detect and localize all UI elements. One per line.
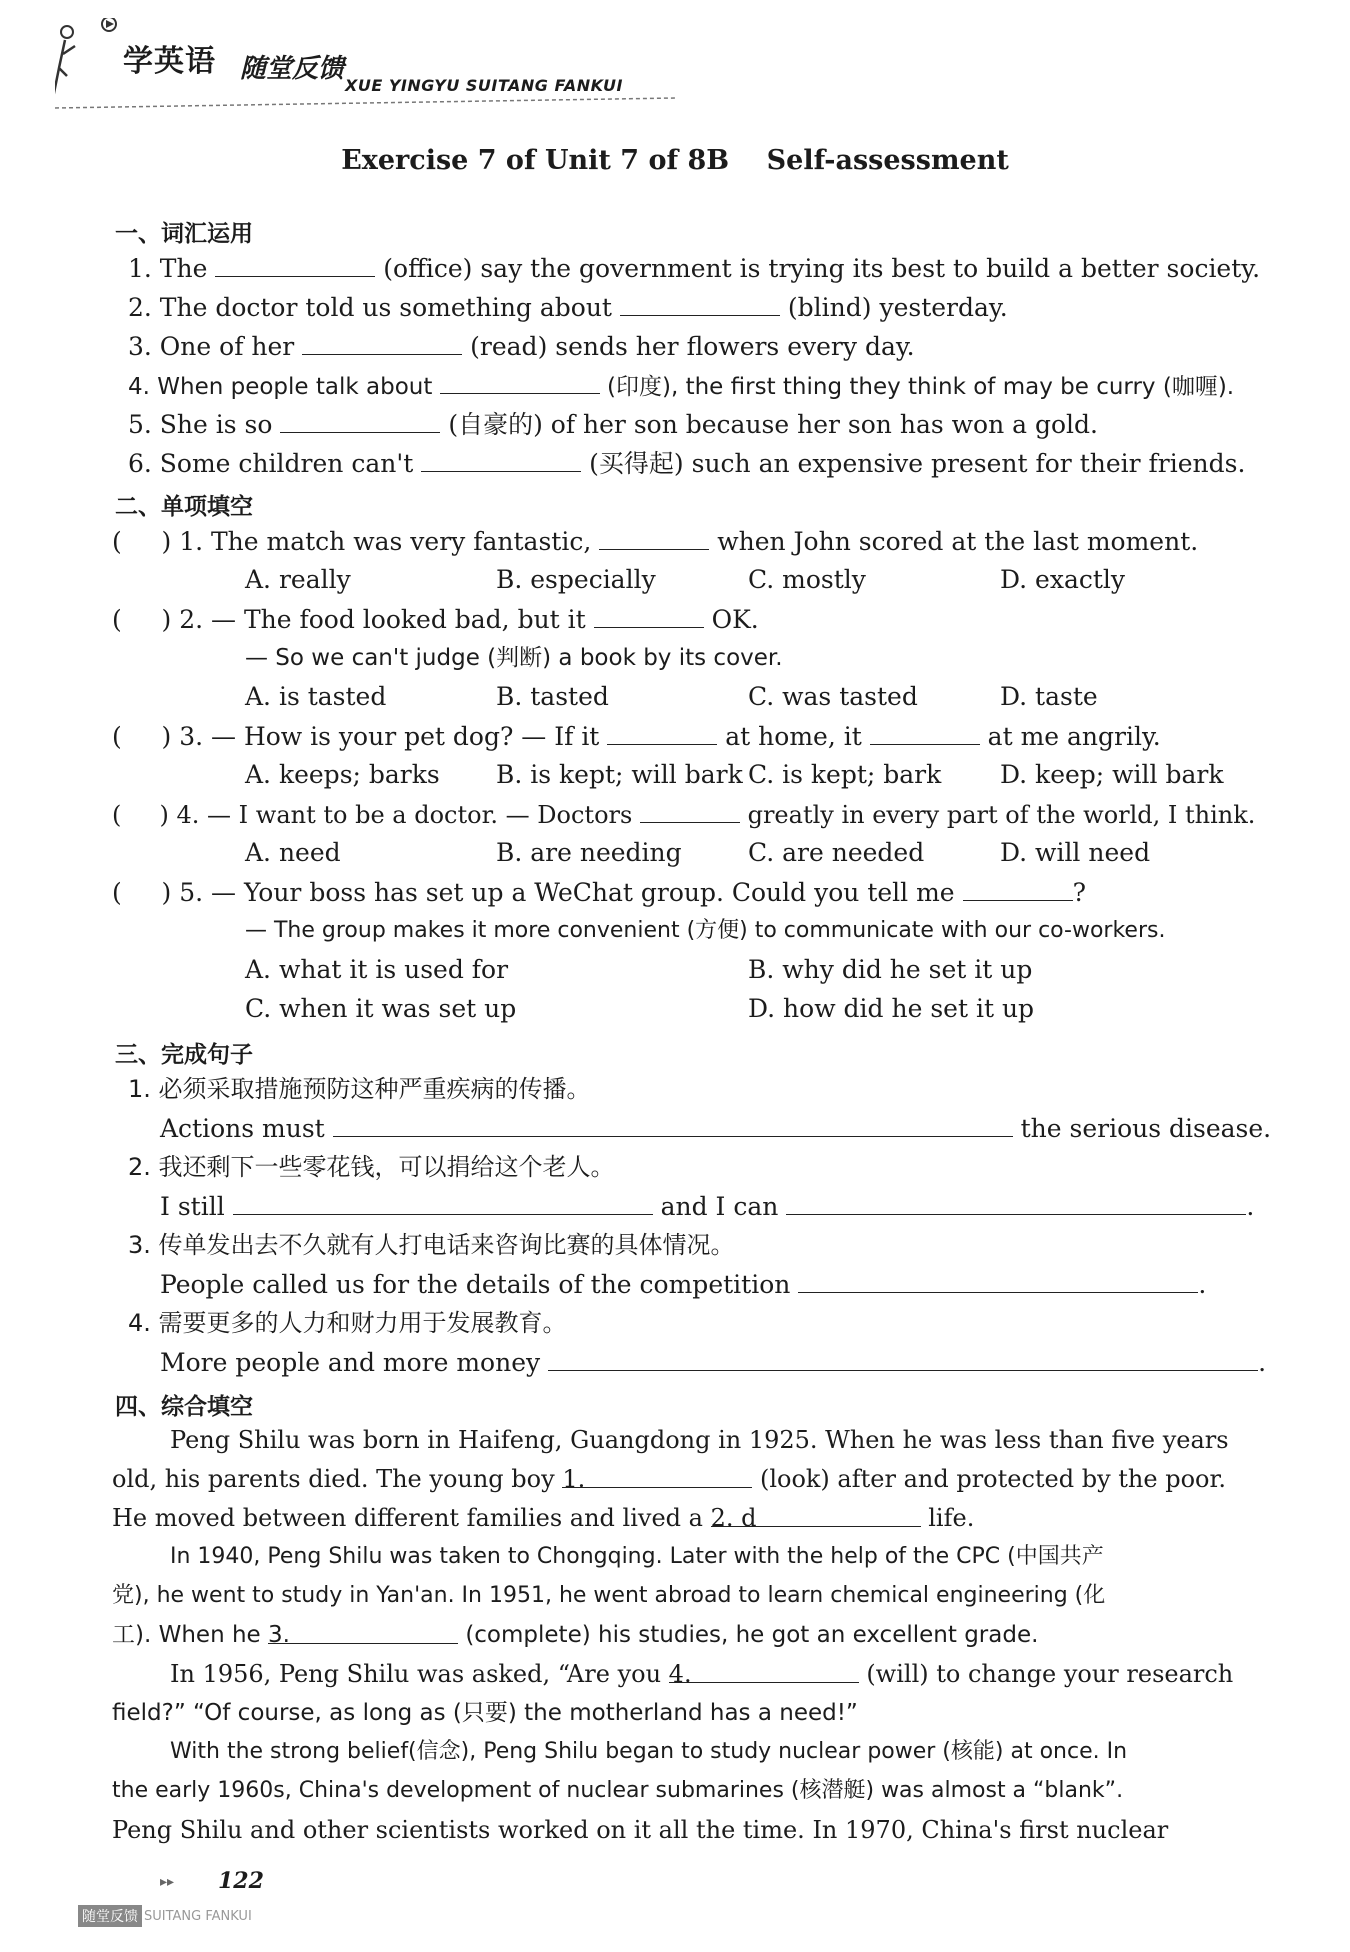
- header-logo: [55, 18, 675, 113]
- vocabulary-list: [128, 252, 1268, 492]
- passage-line: field?” “Of course, as long as (只要) the motherland has a need!”: [112, 1700, 858, 1726]
- footer-tab-cn: 随堂反馈: [78, 1905, 142, 1927]
- answer-blank-3[interactable]: 3.: [268, 1619, 458, 1644]
- mc-q4-option-b[interactable]: B. are needing: [496, 838, 682, 867]
- vocab-item-3: 3. One of her (read) sends her flowers every day.: [128, 332, 915, 361]
- answer-paren[interactable]: ( ): [112, 878, 172, 907]
- mc-q5-option-c[interactable]: C. when it was set up: [245, 994, 517, 1023]
- answer-blank[interactable]: [280, 408, 440, 433]
- answer-blank[interactable]: [620, 291, 780, 316]
- answer-paren[interactable]: ( ): [112, 722, 172, 751]
- passage-line: 工). When he 3. (complete) his studies, he got an excellent grade.: [112, 1619, 1038, 1651]
- vocab-item-1: 1. The (office) say the government is trying its best to build a better society.: [128, 254, 1261, 283]
- mc-q1-option-d[interactable]: D. exactly: [1000, 565, 1126, 594]
- mc-q1-option-a[interactable]: A. really: [245, 565, 351, 594]
- section-heading-complete-sentences: 三、完成句子: [115, 1042, 253, 1068]
- answer-paren[interactable]: ( ): [112, 605, 172, 634]
- mc-q4-option-d[interactable]: D. will need: [1000, 838, 1151, 867]
- answer-blank: [599, 525, 709, 550]
- answer-blank[interactable]: [333, 1112, 1013, 1137]
- mc-q5-option-b[interactable]: B. why did he set it up: [748, 955, 1033, 984]
- brand-title: 学英语: [123, 44, 216, 79]
- mc-q1-option-c[interactable]: C. mostly: [748, 565, 866, 594]
- arrow-icon: ▸▸: [160, 1874, 175, 1890]
- answer-blank[interactable]: [233, 1190, 653, 1215]
- vocab-item-5: 5. She is so (自豪的) of her son because her son has won a gold.: [128, 410, 1098, 439]
- vocab-item-4: 4. When people talk about (印度), the first thing they think of may be curry (咖喱).: [128, 369, 1234, 403]
- answer-blank[interactable]: [302, 330, 462, 355]
- passage-line: the early 1960s, China's development of nuclear submarines (核潜艇) was almost a “blank”.: [112, 1778, 1124, 1803]
- brand-pinyin: XUE YINGYU SUITANG FANKUI: [345, 76, 623, 95]
- sentence-1-english: Actions must the serious disease.: [160, 1114, 1272, 1143]
- passage-line: He moved between different families and lived a 2. d life.: [112, 1504, 975, 1532]
- vocab-item-2: 2. The doctor told us something about (blind) yesterday.: [128, 293, 1008, 322]
- mc-q5-option-a[interactable]: A. what it is used for: [245, 955, 509, 984]
- mc-q1-option-b[interactable]: B. especially: [496, 565, 656, 594]
- mc-q2-option-a[interactable]: A. is tasted: [245, 682, 387, 711]
- mc-question-2: ( ) 2. — The food looked bad, but it OK.: [112, 605, 759, 634]
- passage-line: old, his parents died. The young boy 1. (look) after and protected by the poor.: [112, 1465, 1226, 1493]
- passage-line: With the strong belief(信念), Peng Shilu began to study nuclear power (核能) at once. In: [170, 1739, 1128, 1764]
- vocab-item-6: 6. Some children can't (买得起) such an expensive present for their friends.: [128, 449, 1246, 478]
- cloze-passage: [112, 1424, 1272, 1844]
- mc-q4-option-c[interactable]: C. are needed: [748, 838, 925, 867]
- passage-line: In 1956, Peng Shilu was asked, “Are you 4. (will) to change your research: [170, 1660, 1234, 1688]
- complete-sentence-list: [128, 1073, 1272, 1383]
- page-number: 122: [218, 1868, 264, 1894]
- footer-tab-en: SUITANG FANKUI: [144, 1908, 252, 1924]
- sentence-1-chinese: 1. 必须采取措施预防这种严重疾病的传播。: [128, 1075, 591, 1103]
- answer-blank: [870, 720, 980, 745]
- answer-blank-1[interactable]: 1.: [562, 1463, 752, 1488]
- footer-tab: [78, 1905, 288, 1927]
- passage-line: Peng Shilu was born in Haifeng, Guangdong in 1925. When he was less than five years: [170, 1426, 1229, 1454]
- sentence-3-english: People called us for the details of the competition .: [160, 1270, 1207, 1299]
- answer-blank: [640, 798, 740, 823]
- page-title: Exercise 7 of Unit 7 of 8B Self-assessment: [341, 145, 1009, 176]
- answer-paren[interactable]: ( ): [112, 527, 172, 556]
- answer-blank: [594, 603, 704, 628]
- sentence-2-english: I still and I can .: [160, 1192, 1255, 1221]
- sentence-4-chinese: 4. 需要更多的人力和财力用于发展教育。: [128, 1309, 567, 1337]
- section-heading-cloze: 四、综合填空: [115, 1394, 253, 1420]
- mc-q5-option-d[interactable]: D. how did he set it up: [748, 994, 1035, 1023]
- mc-question-5: ( ) 5. — Your boss has set up a WeChat group. Could you tell me ?: [112, 878, 1086, 907]
- answer-blank[interactable]: [798, 1268, 1198, 1293]
- sentence-2-chinese: 2. 我还剩下一些零花钱，可以捐给这个老人。: [128, 1153, 615, 1181]
- mc-q2-option-b[interactable]: B. tasted: [496, 682, 609, 711]
- mc-q2-option-d[interactable]: D. taste: [1000, 682, 1098, 711]
- passage-line: In 1940, Peng Shilu was taken to Chongqing. Later with the help of the CPC (中国共产: [170, 1544, 1104, 1569]
- section-heading-vocabulary: 一、词汇运用: [115, 221, 253, 247]
- mc-q3-option-a[interactable]: A. keeps; barks: [245, 760, 440, 789]
- answer-paren[interactable]: ( ): [112, 801, 169, 829]
- mc-question-1: ( ) 1. The match was very fantastic, when John scored at the last moment.: [112, 527, 1199, 556]
- sentence-4-english: More people and more money .: [160, 1348, 1267, 1377]
- mc-question-4: ( ) 4. — I want to be a doctor. — Doctors greatly in every part of the world, I think.: [112, 798, 1255, 831]
- answer-blank[interactable]: [786, 1190, 1246, 1215]
- mc-q3-option-b[interactable]: B. is kept; will bark: [496, 760, 743, 789]
- mc-q2-reply: — So we can't judge (判断) a book by its cover.: [245, 645, 783, 671]
- answer-blank[interactable]: [215, 252, 375, 277]
- answer-blank-4[interactable]: 4.: [669, 1658, 859, 1683]
- answer-blank-2[interactable]: 2. d: [711, 1502, 921, 1527]
- mc-question-3: ( ) 3. — How is your pet dog? — If it at home, it at me angrily.: [112, 722, 1161, 751]
- answer-blank: [607, 720, 717, 745]
- sentence-3-chinese: 3. 传单发出去不久就有人打电话来咨询比赛的具体情况。: [128, 1231, 735, 1259]
- mc-q2-option-c[interactable]: C. was tasted: [748, 682, 918, 711]
- passage-line: Peng Shilu and other scientists worked on it all the time. In 1970, China's first nuclear: [112, 1816, 1169, 1844]
- brand-subtitle: 随堂反馈: [240, 54, 345, 84]
- mc-q3-option-d[interactable]: D. keep; will bark: [1000, 760, 1224, 789]
- mc-q5-reply: — The group makes it more convenient (方便) to communicate with our co-workers.: [245, 918, 1166, 943]
- section-heading-multiple-choice: 二、单项填空: [115, 494, 253, 520]
- mc-q3-option-c[interactable]: C. is kept; bark: [748, 760, 942, 789]
- answer-blank[interactable]: [548, 1346, 1258, 1371]
- answer-blank[interactable]: [440, 369, 600, 394]
- passage-line: 党), he went to study in Yan'an. In 1951, he went abroad to learn chemical engineering (化: [112, 1583, 1106, 1608]
- mc-q4-option-a[interactable]: A. need: [245, 838, 341, 867]
- answer-blank: [963, 876, 1073, 901]
- answer-blank[interactable]: [421, 447, 581, 472]
- multiple-choice-list: [112, 525, 1272, 1045]
